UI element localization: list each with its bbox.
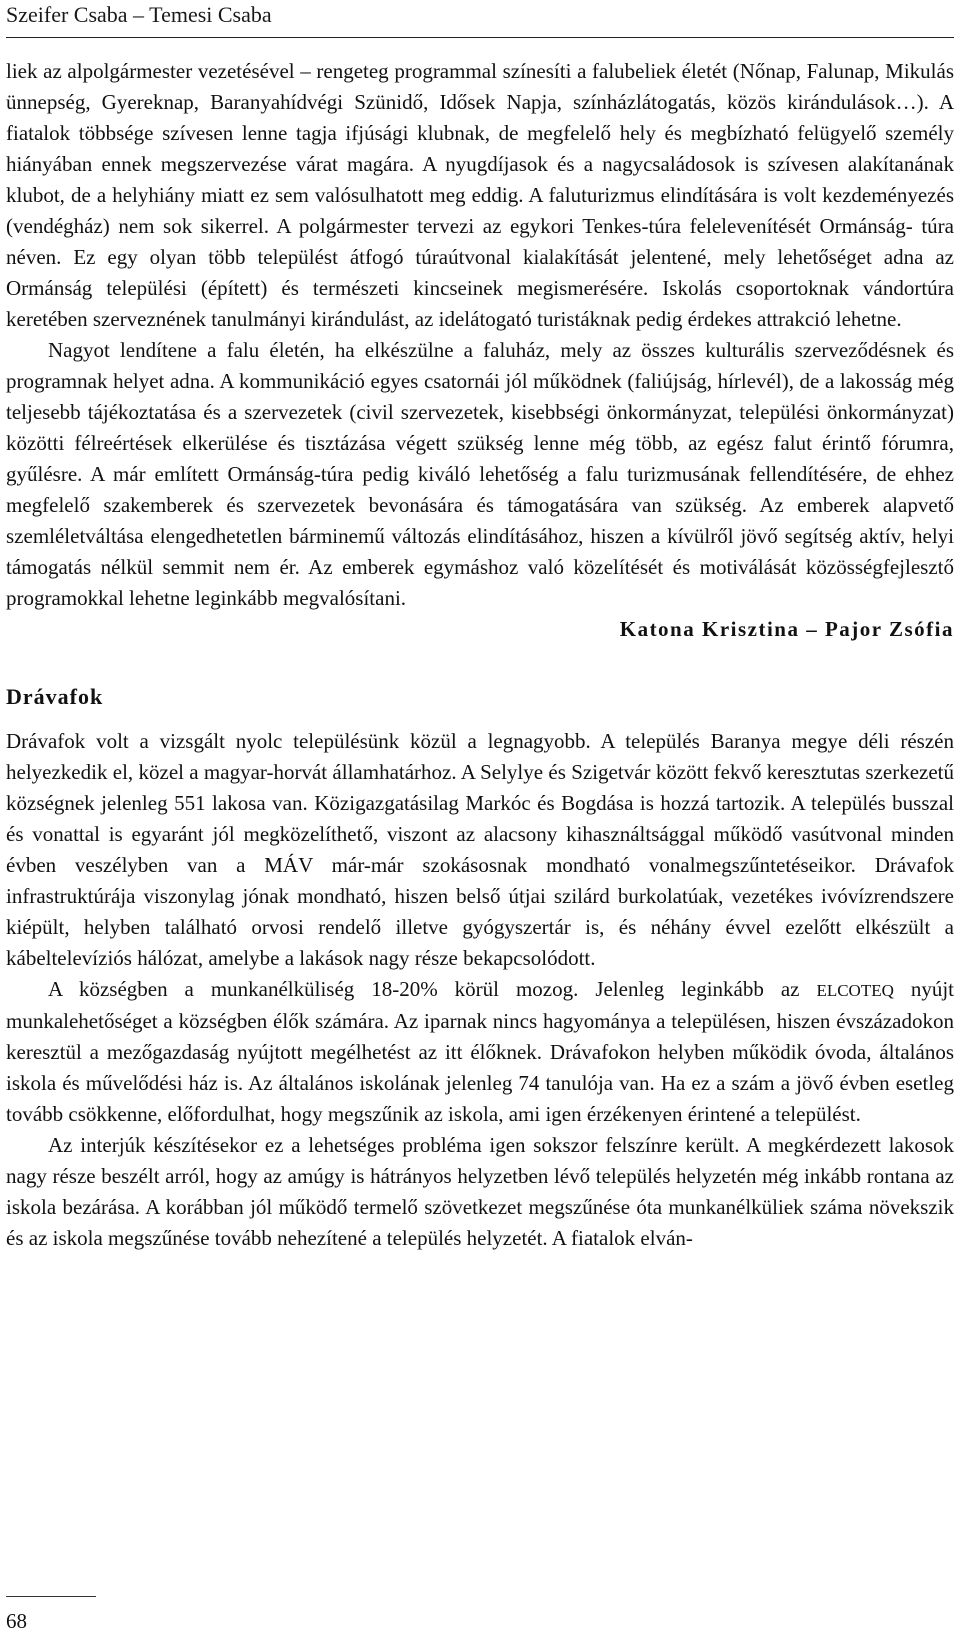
section-heading: Drávafok (6, 684, 104, 709)
page-body (6, 56, 954, 1254)
paragraph-5: Az interjúk készítésekor ez a lehetséges probléma igen sokszor felszínre került. A megkérdezett lakosok nagy része beszélt arról, hogy az amúgy is hátrányos helyzetben lévő település helyzetén még inkább rontana az iskola bezárása. A korábban jól működő termelő szövetkezet megszűnése óta munkanélküliek száma növekszik és az iskola megszűnése tovább nehezítené a település helyzetét. A fiatalok elván- (6, 1133, 954, 1250)
footer-rule (6, 1596, 96, 1597)
paragraph-4-rest: nyújt munkalehetőséget a községben élők számára. Az iparnak nincs hagyománya a településen, hiszen évszázadokon keresztül a mezőgazdaság nyújtott megélhetést az itt élőknek. Drávafokon helyben működik óvoda, általános iskola és művelődési ház is. Az általános iskolának jelenleg 74 tanulója van. Ha ez a szám a jövő évben esetleg tovább csökkenne, előfordulhat, hogy megszűnik az iskola, ami igen érzékenyen érintené a települést. (6, 977, 954, 1126)
header-rule (6, 37, 954, 38)
page-number: 68 (6, 1609, 27, 1633)
paragraph-2: Nagyot lendítene a falu életén, ha elkészülne a faluház, mely az összes kulturális szerveződésnek és programnak helyet adna. A kommunikáció egyes csatornái jól működnek (faliújság, hírlevél), de a lakosság még teljesebb tájékoztatása és a szervezetek (civil szervezetek, kisebbségi önkormányzat, települési önkormányzat) közötti félreértések elkerülése és tisztázása végett szükség lenne még több, az egész falut érintő fórumra, gyűlésre. A már említett Ormánság-túra pedig kiváló lehetőség a falu turizmusának fellendítésére, de ehhez megfelelő szakemberek és szervezetek bevonására és támogatására van szükség. Az emberek alapvető szemléletváltása elengedhetetlen bárminemű változás elindításához, hiszen a kívülről jövő segítség aktív, helyi támogatás nélkül semmit nem ér. Az emberek egymáshoz való közelítését és motiválását közösségfejlesztő programokkal lehetne leginkább megvalósítani. (6, 338, 954, 610)
paragraph-4-prefix: A községben a munkanélküliség 18-20% körül mozog. Jelenleg leginkább az (48, 977, 800, 1001)
author-signature: Katona Krisztina – Pajor Zsófia (619, 617, 954, 641)
paragraph-3: Drávafok volt a vizsgált nyolc településünk közül a legnagyobb. A település Baranya megye déli részén helyezkedik el, közel a magyar-horvát államhatárhoz. A Selylye és Szigetvár között fekvő keresztutas szerkezetű községnek jelenleg 551 lakosa van. Közigazgatásilag Markóc és Bogdása is hozzá tartozik. A település busszal és vonattal is egyaránt jól megközelíthető, viszont az alacsony kihasználtsággal működő vasútvonal minden évben veszélyben van a MÁV már-már szokásosnak mondható vonalmegszűntetéseikor. Drávafok infrastruktúrája viszonylag jónak mondható, hiszen belső útjai szilárd burkolatúak, vezetékes ivóvízrendszere kiépült, helyben található orvosi rendelő illetve gyógyszertár is, és néhány évvel ezelőtt elkészült a kábeltelevíziós hálózat, amelybe a lakások nagy része bekapcsolódott. (6, 729, 954, 970)
paragraph-4 (6, 974, 954, 1130)
paragraph-1: liek az alpolgármester vezetésével – rengeteg programmal színesíti a falubeliek életét (Nőnap, Falunap, Mikulás ünnepség, Gyereknap, Baranyahídvégi Szünidő, Idősek Napja, színházlátogatás, közös kirándulások…). A fiatalok többsége szívesen lenne tagja ifjúsági klubnak, de megfelelő hely és megbízható felügyelő személy hiányában ennek megszervezése várat magára. A nyugdíjasok és a nagycsaládosok is szívesen alakítanának klubot, de a helyhiány miatt ez sem valósulhatott meg eddig. A faluturizmus elindítására is volt kezdeményezés (vendégház) nem sok sikerrel. A polgármester tervezi az egykori Tenkes-túra felelevenítését Ormánság- túra néven. Ez egy olyan több települést átfogó túraútvonal kialakítását jelentené, mely lehetőséget adna az Ormánság települési (épített) és természeti kincseinek megismerésére. Iskolás csoportoknak vándortúra keretében szerveznének tanulmányi kirándulást, az idelátogató turistáknak pedig érdekes attrakció lehetne. (6, 59, 954, 331)
company-name: ELCOTEQ (816, 981, 894, 1000)
running-header: Szeifer Csaba – Temesi Csaba (6, 2, 272, 27)
